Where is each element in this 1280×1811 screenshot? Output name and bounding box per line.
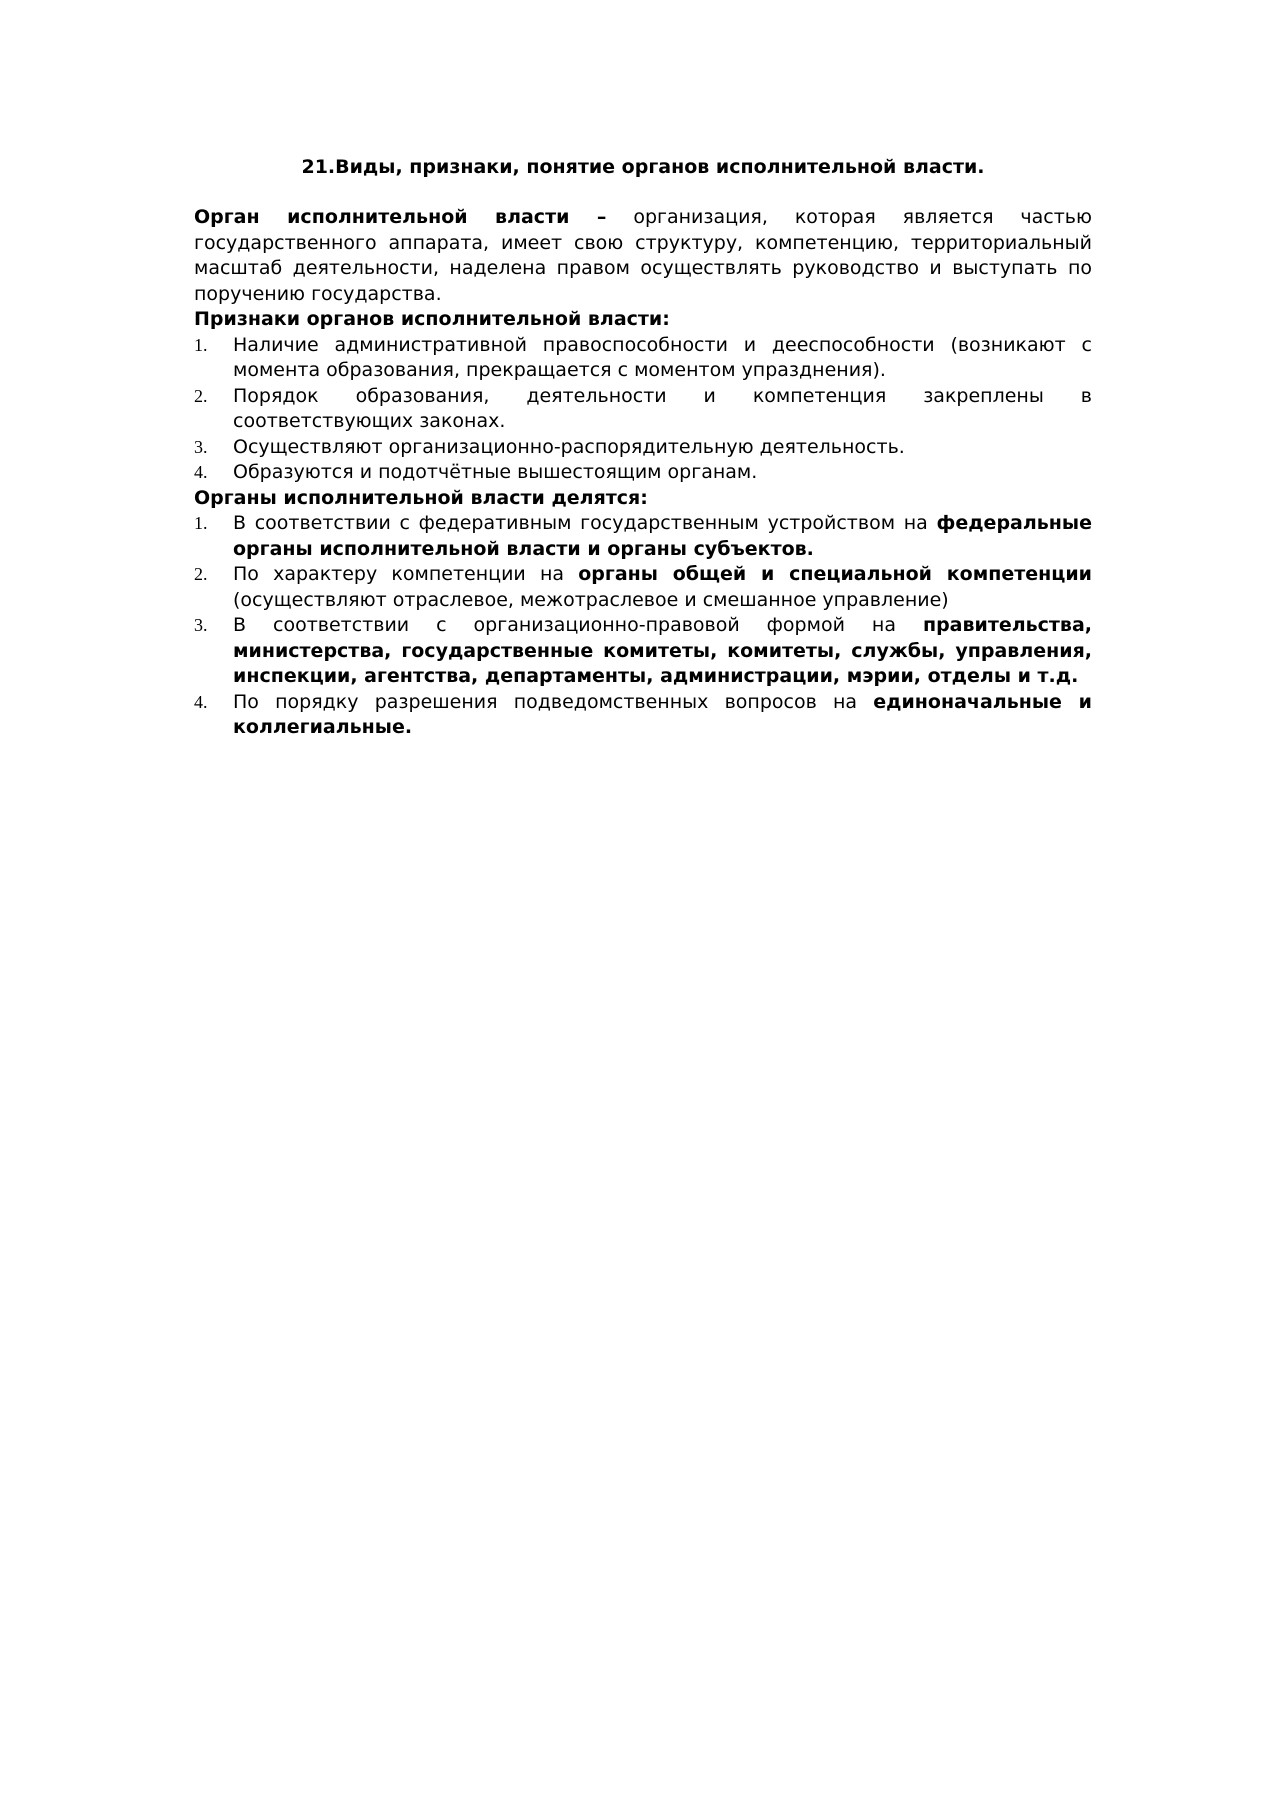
list-item-number: 2.: [194, 385, 208, 406]
list-item: [194, 333, 1092, 384]
list-item-number: 3.: [194, 615, 208, 635]
list-item-text: По порядку разрешения подведомственных вопросов на: [233, 690, 874, 713]
definition-paragraph: [194, 205, 1092, 307]
types-heading: Органы исполнительной власти делятся:: [194, 486, 648, 509]
list-item: [194, 384, 1092, 435]
list-item-number: 4.: [194, 462, 208, 482]
list-item-emphasis: единоначальные и коллегиальные.: [233, 690, 1093, 738]
list-item-number: 1.: [194, 513, 208, 533]
list-item-emphasis: федеральные органы исполнительной власти и органы субъектов.: [233, 512, 1092, 560]
document-body: [194, 205, 1092, 741]
list-item: [194, 511, 1092, 562]
features-heading: Признаки органов исполнительной власти:: [194, 308, 670, 330]
list-item: [194, 562, 1092, 613]
definition-term: Орган исполнительной власти –: [194, 206, 607, 228]
list-item-emphasis: органы общей и специальной компетенции: [578, 563, 1092, 585]
list-item-text: В соответствии с федеративным государственным устройством на: [233, 512, 937, 534]
list-item-text: Осуществляют организационно-распорядительную деятельность.: [233, 435, 905, 458]
list-item-emphasis: правительства, министерства, государственные комитеты, комитеты, службы, управления, инспекции, агентства, департаменты, администрации, мэрии, отделы и т.д.: [233, 614, 1092, 687]
list-item: [194, 460, 1092, 486]
list-item: [194, 690, 1092, 741]
list-item-text: В соответствии с организационно-правовой формой на: [233, 614, 923, 636]
list-item-number: 2.: [194, 564, 208, 584]
types-list: [194, 511, 1092, 741]
features-list: [194, 333, 1092, 486]
list-item-text: Порядок образования, деятельности и компетенция закреплены в соответствующих законах.: [233, 384, 1092, 432]
list-item: [194, 435, 1092, 461]
list-item-number: 1.: [194, 334, 208, 355]
list-item-text: Образуются и подотчётные вышестоящим органам.: [233, 461, 758, 483]
document-title: 21.Виды, признаки, понятие органов исполнительной власти.: [301, 156, 985, 178]
list-item: [194, 613, 1092, 690]
list-item-text-after: (осуществляют отраслевое, межотраслевое и смешанное управление): [233, 588, 949, 611]
list-item-number: 3.: [194, 436, 208, 457]
definition-text: организация, которая является частью государственного аппарата, имеет свою структуру, компетенцию, территориальный масштаб деятельности, наделена правом осуществлять руководство и выступать по поручению государства.: [194, 206, 1092, 305]
list-item-number: 4.: [194, 691, 208, 712]
list-item-text: Наличие административной правоспособности и дееспособности (возникают с момента образования, прекращается с моментом упразднения).: [233, 333, 1092, 381]
list-item-text: По характеру компетенции на: [233, 563, 579, 585]
